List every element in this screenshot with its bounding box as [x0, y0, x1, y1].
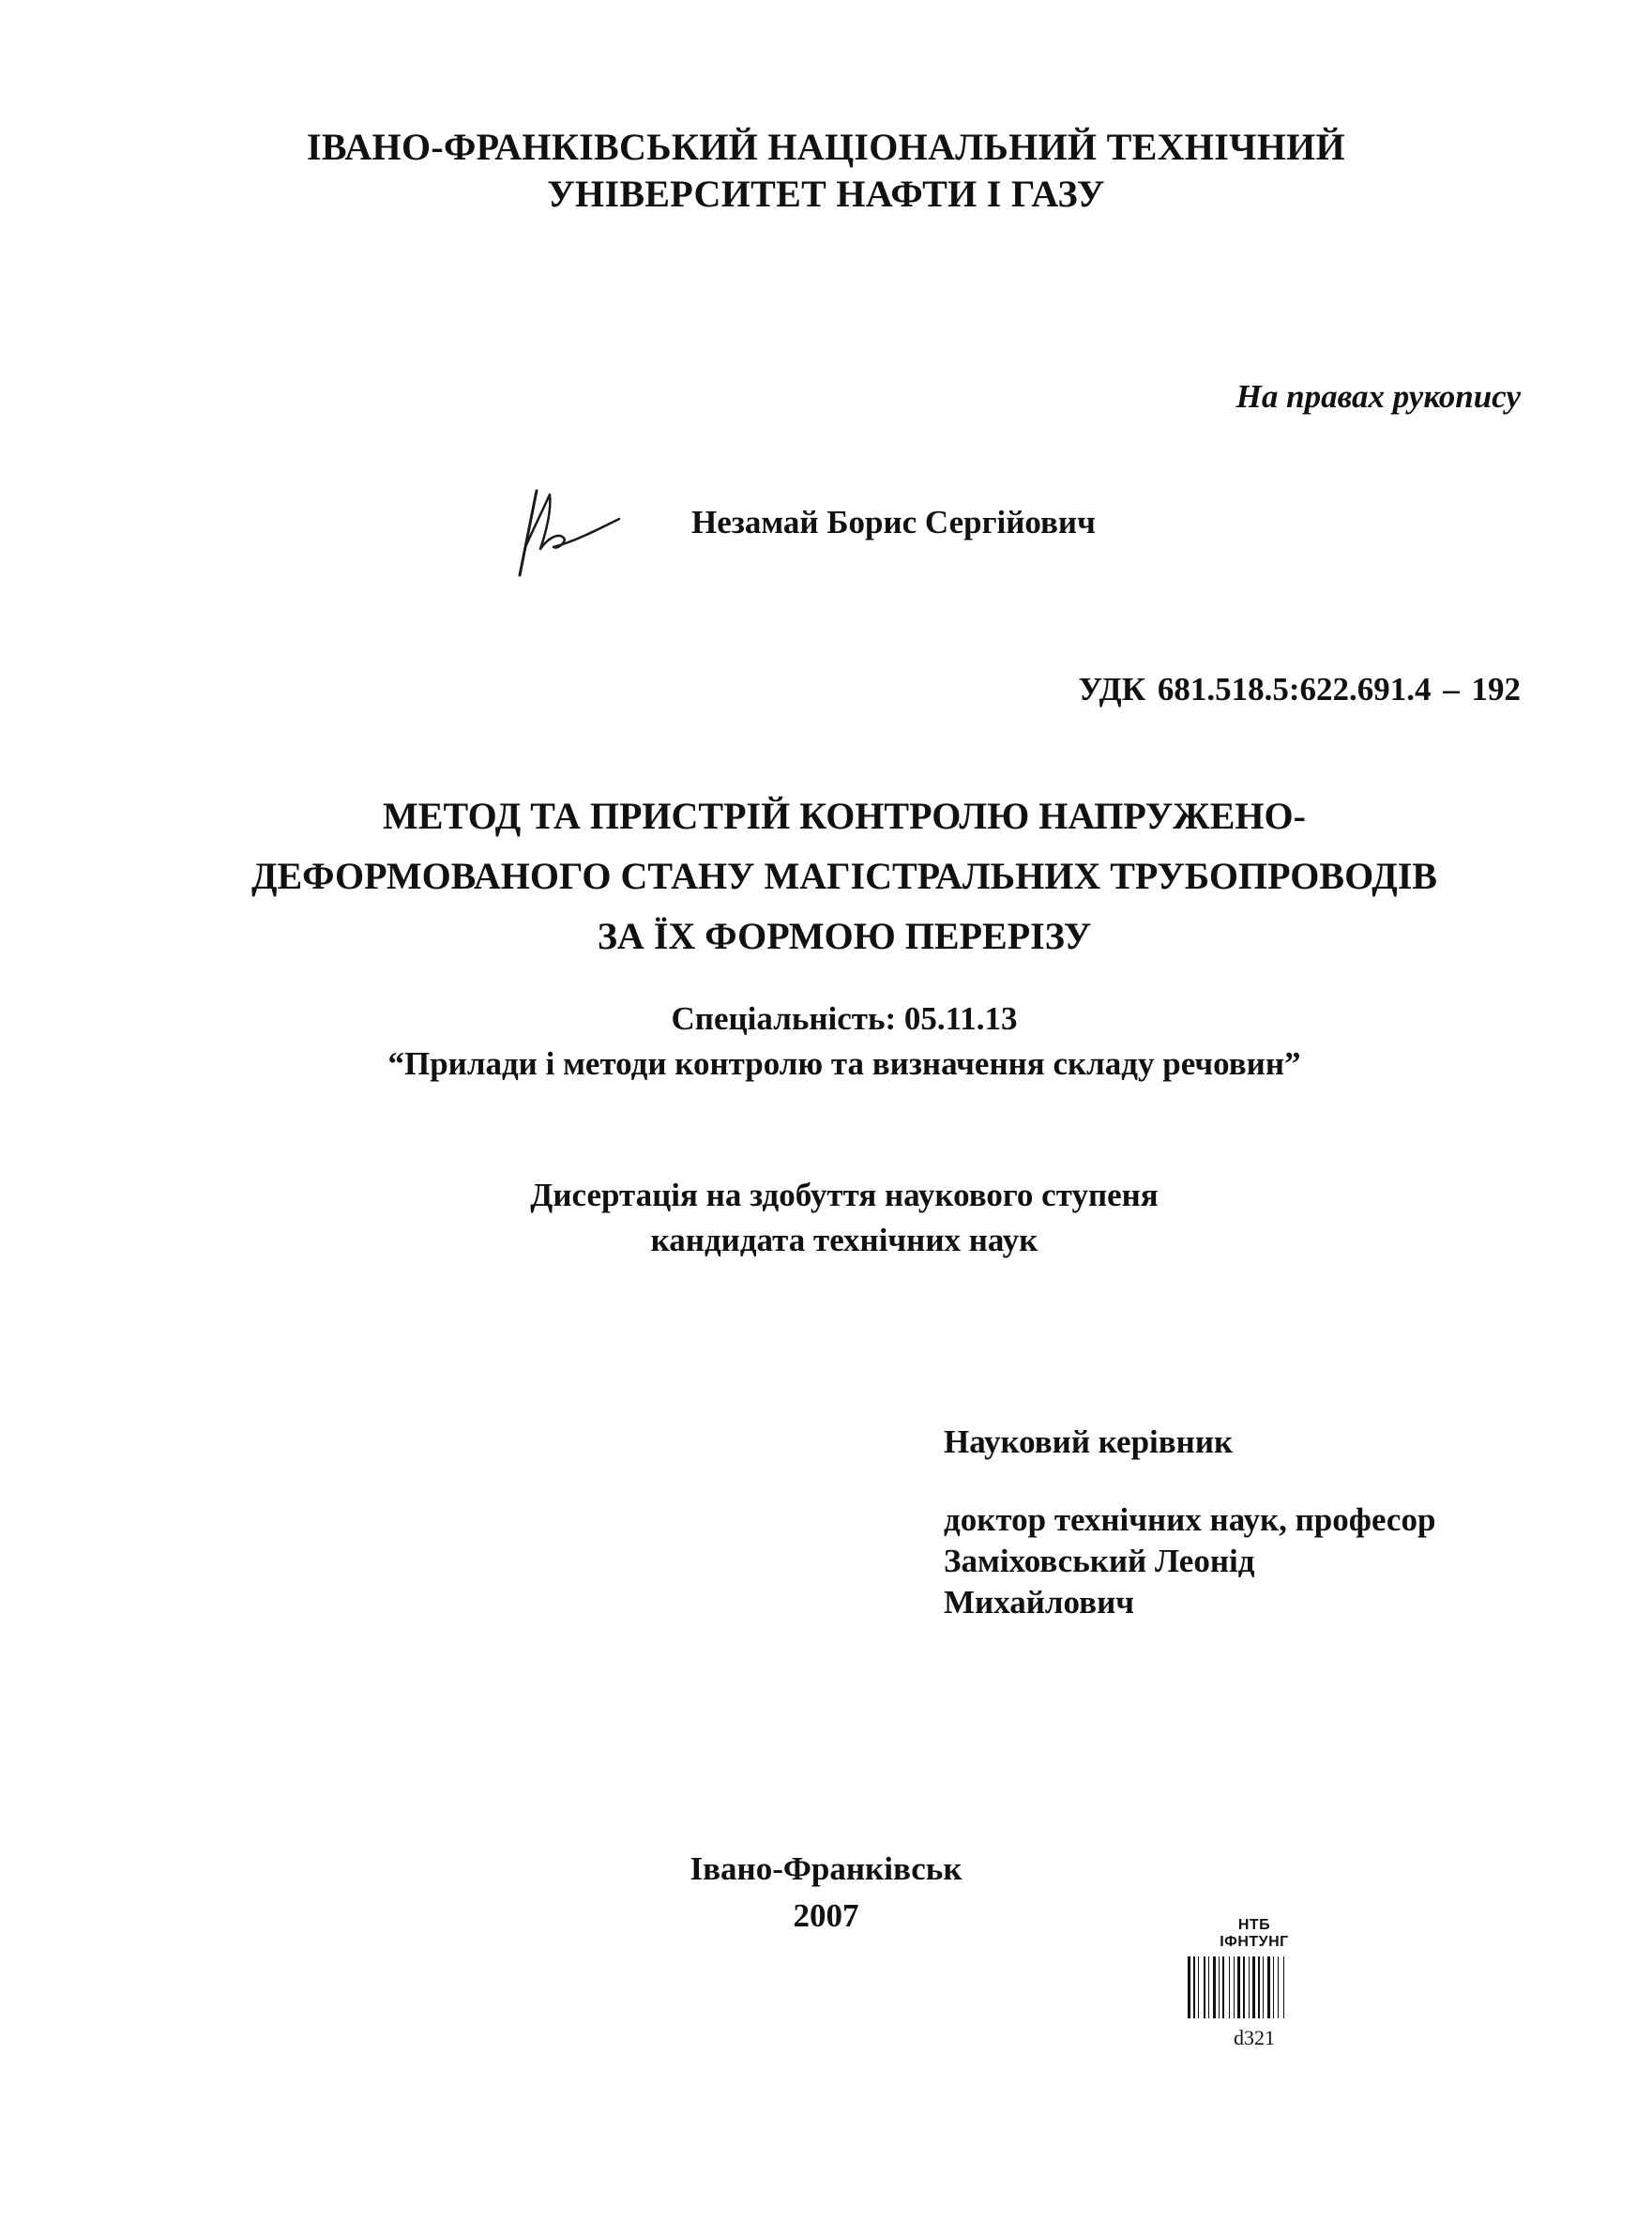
specialty-name: “Прилади і методи контролю та визначення складу речовин” — [387, 1045, 1301, 1082]
degree-block — [0, 1173, 1652, 1263]
title-line-1: МЕТОД ТА ПРИСТРІЙ КОНТРОЛЮ НАПРУЖЕНО- — [383, 795, 1306, 837]
place-and-year — [0, 1846, 1652, 1940]
year: 2007 — [793, 1897, 859, 1934]
library-stamp-code: d321 — [1234, 2026, 1275, 2049]
supervisor-patronymic: Михайлович — [944, 1584, 1134, 1621]
barcode-icon — [1184, 1955, 1325, 2020]
supervisor-surname: Заміховський Леонід — [944, 1543, 1255, 1579]
author-signature — [488, 474, 629, 586]
udk-code: УДК 681.518.5:622.691.4 – 192 — [1078, 671, 1521, 708]
title-line-2: ДЕФОРМОВАНОГО СТАНУ МАГІСТРАЛЬНИХ ТРУБОПРОВОДІВ — [250, 855, 1437, 897]
city: Івано-Франківськ — [690, 1850, 962, 1887]
specialty-code: Спеціальність: 05.11.13 — [671, 1000, 1018, 1037]
library-stamp-line-2: ІФНТУНГ — [1220, 1934, 1289, 1950]
degree-line-2: кандидата технічних наук — [650, 1222, 1038, 1258]
dissertation-title — [0, 786, 1652, 966]
university-line-2: УНІВЕРСИТЕТ НАФТИ І ГАЗУ — [547, 173, 1105, 215]
author-name: Незамай Борис Сергійович — [691, 504, 1096, 540]
manuscript-rights-note: На правах рукопису — [1235, 378, 1521, 415]
degree-line-1: Дисертація на здобуття наукового ступеня — [530, 1177, 1159, 1213]
university-name — [0, 124, 1652, 218]
supervisor-details — [944, 1499, 1435, 1623]
specialty-block — [0, 997, 1652, 1087]
supervisor-degree: доктор технічних наук, професор — [944, 1501, 1436, 1538]
library-stamp-line-1: НТБ — [1237, 1917, 1271, 1933]
university-line-1: ІВАНО-ФРАНКІВСЬКИЙ НАЦІОНАЛЬНИЙ ТЕХНІЧНИЙ — [307, 126, 1345, 168]
supervisor-label: Науковий керівник — [944, 1423, 1234, 1460]
library-stamp — [1184, 1917, 1325, 2051]
title-line-3: ЗА ЇХ ФОРМОЮ ПЕРЕРІЗУ — [597, 915, 1092, 957]
